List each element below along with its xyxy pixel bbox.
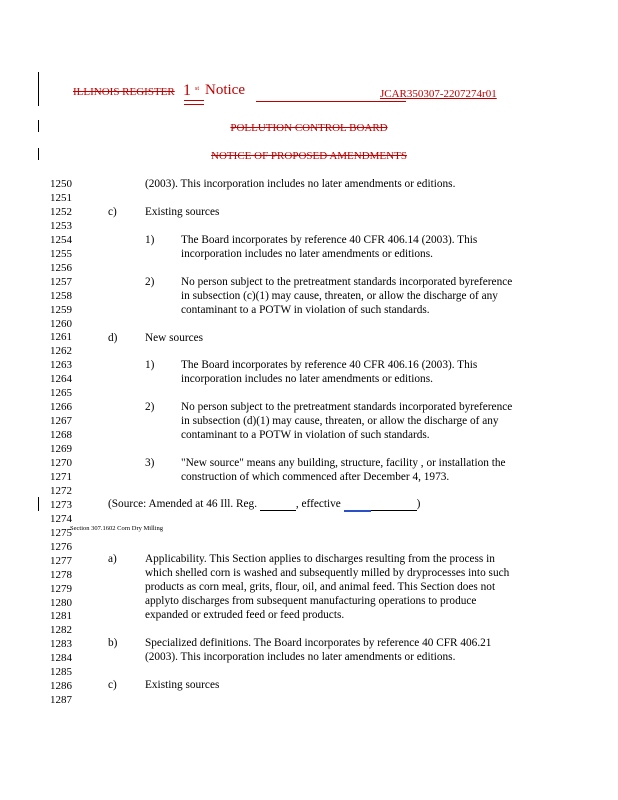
line-number: 1262 <box>50 345 72 358</box>
line-number: 1253 <box>50 219 72 232</box>
line-number: 1252 <box>50 205 72 218</box>
item-label: 2) <box>145 401 155 413</box>
item-label: 2) <box>145 276 155 288</box>
line-number: 1283 <box>50 638 72 651</box>
subsection-title: Existing sources <box>145 679 220 691</box>
line-number: 1280 <box>50 596 72 609</box>
line-number: 1281 <box>50 610 72 623</box>
line-number: 1286 <box>50 680 72 693</box>
line-number: 1270 <box>50 457 72 469</box>
body-line: contaminant to a POTW in violation of such standards. <box>181 429 430 441</box>
section-heading: Section 307.1602 Corn Dry Milling <box>70 525 163 532</box>
subsection-label: d) <box>108 332 118 344</box>
line-number: 1271 <box>50 470 72 483</box>
issue-suffix: st <box>195 86 200 92</box>
body-line: applyto discharges from subsequent manufacturing operations to produce <box>145 595 477 607</box>
line-number: 1261 <box>50 331 72 344</box>
line-number: 1279 <box>50 582 72 595</box>
body-line: (2003). This incorporation includes no later amendments or editions. <box>145 651 456 663</box>
item-label: 3) <box>145 457 155 469</box>
item-label: 1) <box>145 359 155 371</box>
notice-label: Notice <box>205 82 245 98</box>
body-line: The Board incorporates by reference 40 CFR 406.16 (2003). This <box>181 359 478 371</box>
subsection-label: a) <box>108 553 117 565</box>
body-line: in subsection (d)(1) may cause, threaten, or allow the discharge of any <box>181 415 499 427</box>
line-number: 1264 <box>50 373 72 386</box>
line-number: 1284 <box>50 652 72 665</box>
line-number: 1273 <box>50 498 72 511</box>
body-line: incorporation includes no later amendments or editions. <box>181 248 433 260</box>
line-number: 1265 <box>50 387 72 400</box>
body-line: No person subject to the pretreatment standards incorporated byreference <box>181 401 513 413</box>
issue-number: 1 <box>183 82 191 99</box>
body-line: The Board incorporates by reference 40 CFR 406.14 (2003). This <box>181 234 478 246</box>
body-line: products as corn meal, grits, flour, oil, and animal feed. This Section does not <box>145 581 496 593</box>
body-line: expanded or extruded feed or feed products. <box>145 609 345 621</box>
item-label: 1) <box>145 234 155 246</box>
line-number: 1282 <box>50 624 72 637</box>
line-number: 1255 <box>50 247 72 260</box>
line-number: 1266 <box>50 401 72 414</box>
register-title: ILLINOIS REGISTER <box>73 86 175 98</box>
line-number: 1268 <box>50 429 72 442</box>
jcar-code: JCAR350307-2207274r01 <box>380 88 497 100</box>
source-note <box>108 498 420 512</box>
line-number: 1256 <box>50 261 72 274</box>
line-number: 1257 <box>50 275 72 288</box>
subsection-title: New sources <box>145 332 204 344</box>
body-line: (2003). This incorporation includes no later amendments or editions. <box>145 178 456 190</box>
line-number: 1278 <box>50 568 72 581</box>
line-number: 1251 <box>50 191 72 204</box>
body-line: Applicability. This Section applies to discharges resulting from the process in <box>145 553 495 565</box>
line-number: 1260 <box>50 317 72 330</box>
subsection-title: Existing sources <box>145 206 220 218</box>
line-number: 1272 <box>50 484 72 497</box>
line-number: 1250 <box>50 178 72 190</box>
body-line: construction of which commenced after December 4, 1973. <box>181 471 450 483</box>
subsection-label: c) <box>108 206 117 218</box>
date-blank <box>371 498 417 511</box>
body-line: which shelled corn is washed and subsequently milled by dryprocesses into such <box>145 567 510 579</box>
paren-close: ) <box>416 498 421 510</box>
line-number: 1263 <box>50 359 72 372</box>
line-number: 1275 <box>50 526 72 539</box>
subsection-label: c) <box>108 679 117 691</box>
line-number: 1285 <box>50 666 72 679</box>
line-number: 1274 <box>50 512 72 525</box>
change-bar <box>38 72 39 106</box>
line-number: 1269 <box>50 443 72 456</box>
double-underline <box>184 100 204 105</box>
body-line: No person subject to the pretreatment standards incorporated byreference <box>181 276 513 288</box>
source-text: (Source: Amended at 46 Ill. Reg. <box>108 498 260 510</box>
change-bar <box>38 497 39 511</box>
body-line: incorporation includes no later amendments or editions. <box>181 373 433 385</box>
effective-text: , effective <box>295 498 344 510</box>
reg-blank <box>260 498 296 511</box>
line-number: 1259 <box>50 303 72 316</box>
body-line: Specialized definitions. The Board incorporates by reference 40 CFR 406.21 <box>145 637 492 649</box>
line-number: 1287 <box>50 694 72 707</box>
tracked-blank <box>344 498 371 512</box>
line-number: 1277 <box>50 554 72 567</box>
body-line: contaminant to a POTW in violation of such standards. <box>181 304 430 316</box>
line-number: 1267 <box>50 415 72 428</box>
line-number: 1276 <box>50 540 72 553</box>
notice-type: NOTICE OF PROPOSED AMENDMENTS <box>211 150 407 162</box>
line-number: 1258 <box>50 289 72 302</box>
notice-underline <box>256 101 406 102</box>
line-number: 1254 <box>50 233 72 246</box>
agency-title: POLLUTION CONTROL BOARD <box>230 122 388 134</box>
body-line: in subsection (c)(1) may cause, threaten, or allow the discharge of any <box>181 290 498 302</box>
subsection-label: b) <box>108 637 118 649</box>
body-line: "New source" means any building, structure, facility , or installation the <box>181 457 506 469</box>
